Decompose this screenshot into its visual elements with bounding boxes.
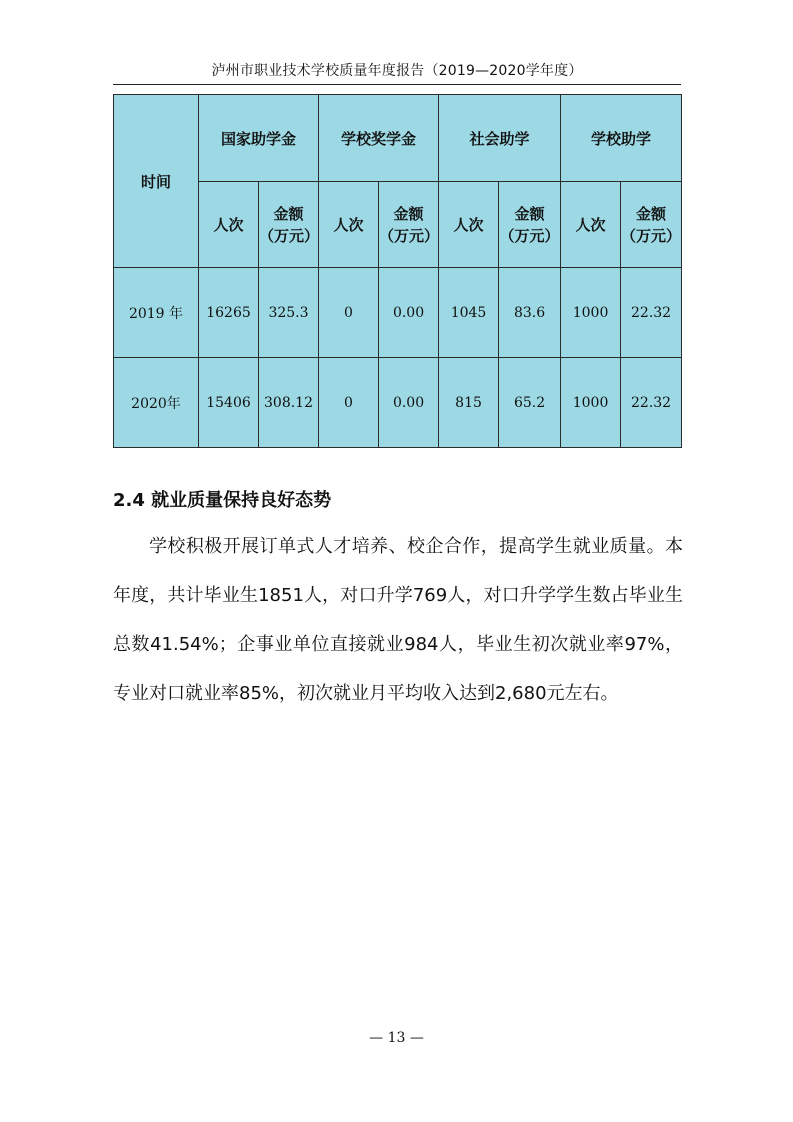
table-cell: 15406	[199, 358, 259, 448]
table-cell: 16265	[199, 268, 259, 358]
financial-aid-table	[113, 94, 682, 448]
section-heading: 2.4 就业质量保持良好态势	[113, 490, 332, 511]
subheader-amount: 金额 （万元）	[259, 182, 319, 268]
row-year: 2020年	[114, 358, 199, 448]
subheader-amount: 金额 （万元）	[379, 182, 439, 268]
header-time: 时间	[114, 95, 199, 268]
table-cell: 83.6	[499, 268, 561, 358]
header-national-grant: 国家助学金	[199, 95, 319, 182]
table-cell: 22.32	[621, 268, 682, 358]
table-cell: 0.00	[379, 358, 439, 448]
table-cell: 22.32	[621, 358, 682, 448]
table-cell: 325.3	[259, 268, 319, 358]
subheader-amount: 金额 （万元）	[499, 182, 561, 268]
running-header: 泸州市职业技术学校质量年度报告（2019—2020学年度）	[211, 63, 583, 79]
table-row	[114, 268, 682, 358]
table-cell: 1000	[561, 358, 621, 448]
subheader-count: 人次	[561, 182, 621, 268]
subheader-count: 人次	[199, 182, 259, 268]
subheader-count: 人次	[319, 182, 379, 268]
body-paragraph: 学校积极开展订单式人才培养、校企合作，提高学生就业质量。本年度，共计毕业生1851人，对口升学769人，对口升学学生数占毕业生总数41.54%；企事业单位直接就业984人，毕业生初次就业率97%，专业对口就业率85%，初次就业月平均收入达到2,680元左右。	[113, 536, 683, 704]
subheader-count: 人次	[439, 182, 499, 268]
table-cell: 0	[319, 358, 379, 448]
table-cell: 308.12	[259, 358, 319, 448]
table-cell: 65.2	[499, 358, 561, 448]
page-number: — 13 —	[369, 1030, 424, 1046]
header-social-aid: 社会助学	[439, 95, 561, 182]
header-school-scholarship: 学校奖学金	[319, 95, 439, 182]
header-school-aid: 学校助学	[561, 95, 682, 182]
table-cell: 1045	[439, 268, 499, 358]
row-year: 2019 年	[114, 268, 199, 358]
subheader-amount: 金额 （万元）	[621, 182, 682, 268]
table-cell: 0	[319, 268, 379, 358]
table-row	[114, 358, 682, 448]
table-cell: 815	[439, 358, 499, 448]
table-cell: 1000	[561, 268, 621, 358]
table-cell: 0.00	[379, 268, 439, 358]
header-rule	[113, 84, 681, 85]
